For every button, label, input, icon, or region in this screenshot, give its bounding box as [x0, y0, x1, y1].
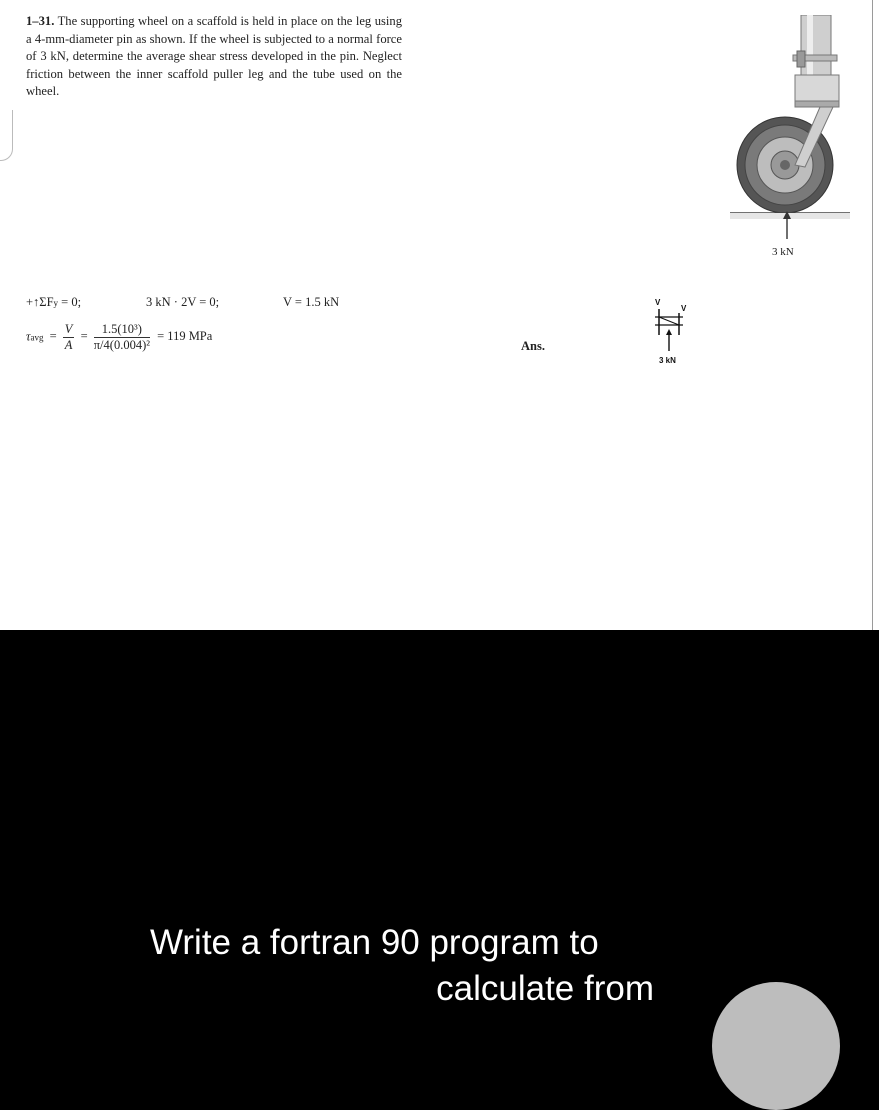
eq-label: +↑ΣF	[26, 295, 54, 309]
frac1-num: V	[64, 322, 73, 336]
answer-label: Ans.	[521, 339, 545, 353]
equilibrium-equation	[26, 295, 81, 310]
free-body-diagram	[645, 295, 695, 367]
floating-action-button[interactable]	[712, 982, 840, 1110]
shear-stress-equation	[26, 322, 212, 353]
scaffold-wheel-figure	[725, 15, 855, 265]
force-balance: 3 kN · 2V = 0;	[146, 295, 220, 309]
overlay-line-1: Write a fortran 90 program to	[150, 923, 599, 962]
overlay-line-2: calculate from	[436, 969, 654, 1008]
question-overlay-text	[150, 920, 654, 1012]
problem-statement	[26, 13, 402, 101]
fbd-v-top: V	[655, 298, 661, 307]
tau-symbol: τ	[26, 329, 31, 344]
equals-1: =	[49, 329, 57, 344]
page-corner-mark	[0, 110, 13, 161]
eq-label-sub: y	[53, 298, 59, 308]
eq-label-tail: = 0;	[58, 295, 82, 309]
shear-result: V = 1.5 kN	[283, 295, 340, 309]
frac1-den: A	[64, 338, 73, 352]
frac2-num: 1.5(10³)	[94, 322, 150, 338]
tau-sub: avg	[30, 332, 44, 343]
fraction-values	[94, 322, 150, 353]
equals-2: =	[80, 329, 88, 344]
page-border	[872, 0, 873, 630]
result-value: = 119 MPa	[157, 329, 213, 344]
problem-number: 1–31.	[26, 14, 55, 28]
fraction-v-over-a	[63, 322, 75, 353]
force-label: 3 kN	[772, 246, 794, 258]
frac2-den: π/4(0.004)²	[93, 338, 150, 352]
fbd-force: 3 kN	[659, 356, 676, 365]
problem-text: The supporting wheel on a scaffold is held in place on the leg using a 4-mm-diameter pin as shown. If the wheel is subjected to a normal force of 3 kN, determine the average shear stress developed in the pin. Neglect friction between the inner scaffold puller leg and the tube used on the wheel.	[26, 14, 403, 99]
fbd-v-right: V	[681, 304, 687, 313]
